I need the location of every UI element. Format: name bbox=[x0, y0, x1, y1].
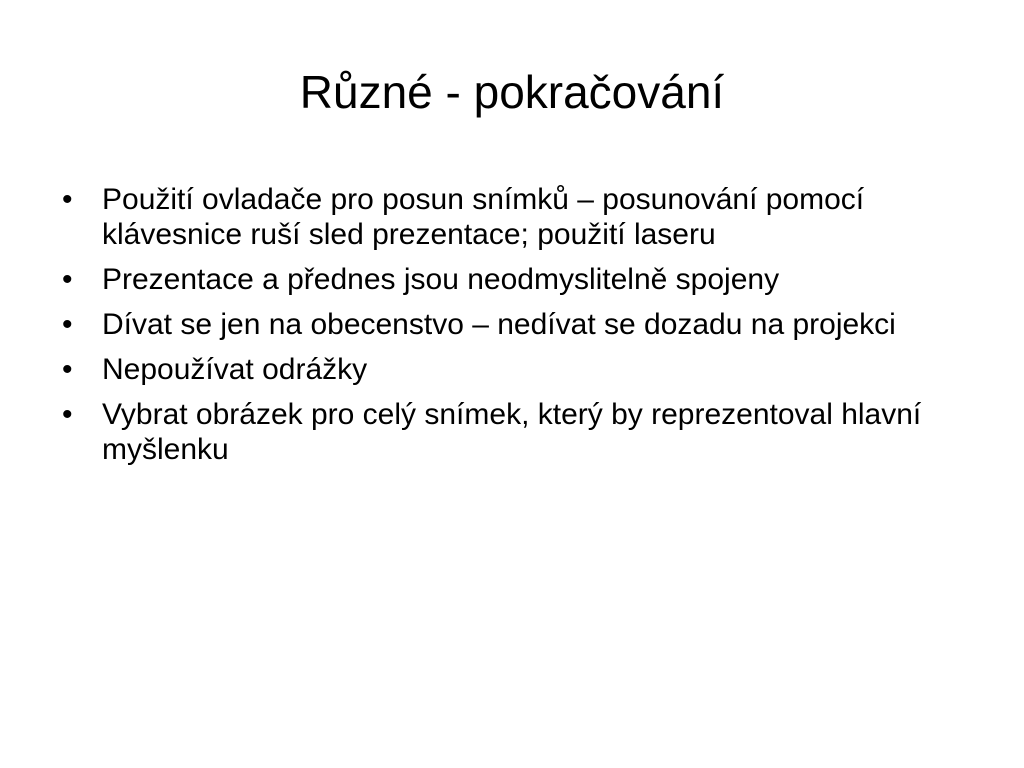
bullet-item bbox=[62, 307, 962, 342]
bullet-icon: • bbox=[62, 183, 73, 216]
bullet-text: Vybrat obrázek pro celý snímek, který by reprezentoval hlavní myšlenku bbox=[102, 398, 922, 466]
bullet-text: Použití ovladače pro posun snímků – posunování pomocí klávesnice ruší sled prezentace; použití laseru bbox=[102, 183, 865, 251]
bullet-item bbox=[62, 262, 962, 297]
bullet-list bbox=[62, 182, 962, 477]
bullet-item bbox=[62, 182, 962, 252]
bullet-text: Dívat se jen na obecenstvo – nedívat se dozadu na projekci bbox=[102, 308, 896, 341]
slide-title: Různé - pokračování bbox=[299, 66, 725, 118]
bullet-text: Nepoužívat odrážky bbox=[102, 353, 368, 386]
bullet-item bbox=[62, 397, 962, 467]
bullet-icon: • bbox=[62, 398, 73, 431]
bullet-icon: • bbox=[62, 263, 73, 296]
bullet-text: Prezentace a přednes jsou neodmyslitelně spojeny bbox=[102, 263, 780, 296]
bullet-icon: • bbox=[62, 353, 73, 386]
bullet-item bbox=[62, 352, 962, 387]
bullet-icon: • bbox=[62, 308, 73, 341]
